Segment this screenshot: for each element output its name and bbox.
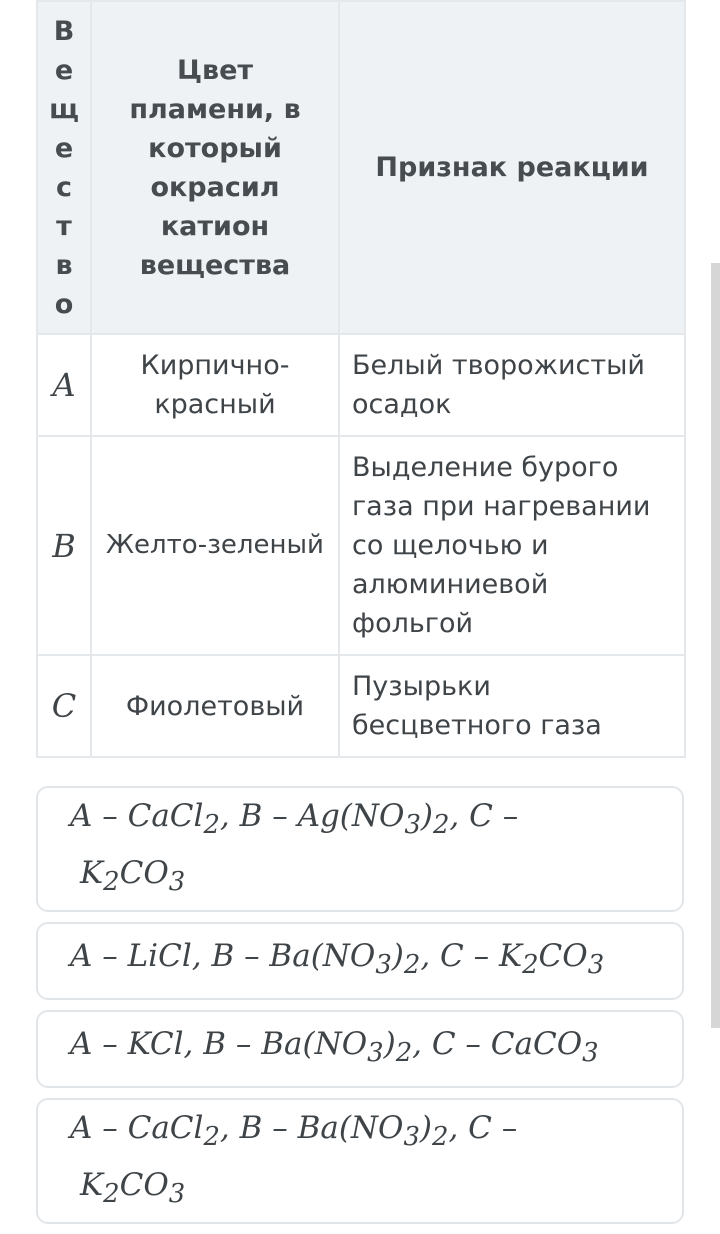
formula-subscript: 2 [395, 1038, 413, 1069]
row-flame-color: Фиолетовый [91, 655, 339, 757]
table-row [37, 436, 685, 655]
reaction-table [36, 0, 686, 758]
formula-subscript: 2 [103, 1179, 120, 1210]
formula-subscript: 3 [168, 1179, 186, 1210]
formula-subscript: 2 [203, 1122, 220, 1152]
formula-part: CO [119, 1167, 169, 1203]
row-flame-color: Желто-зеленый [91, 436, 339, 655]
header-flame-color [91, 1, 339, 334]
formula-subscript: 2 [203, 810, 220, 840]
formula-subscript: 2 [403, 950, 421, 981]
formula-subscript: 2 [103, 867, 120, 898]
formula-subscript: 2 [432, 1122, 449, 1152]
row-letter: C [37, 655, 91, 757]
formula-part: ) [420, 797, 433, 834]
table-header-row [37, 1, 685, 334]
answer-option-text [70, 1104, 517, 1218]
row-letter: B [37, 436, 91, 655]
formula-subscript: 3 [404, 810, 421, 840]
scrollbar[interactable] [711, 263, 720, 1028]
formula-part: , C – [448, 1109, 518, 1146]
row-reaction-sign: Пузырьки бесцветного газа [339, 655, 685, 757]
answer-options [36, 786, 684, 1234]
header-substance [37, 1, 91, 334]
formula-subscript: 3 [587, 950, 605, 981]
table-row [37, 334, 685, 436]
formula-subscript: 2 [432, 810, 450, 840]
header-substance-label: В е щ е с т в о [49, 15, 79, 320]
formula-part: A – CaCl [70, 797, 204, 834]
formula-part: , B – Ba(NO [219, 1109, 404, 1146]
formula-subscript: 2 [522, 950, 539, 981]
answer-option-text [70, 792, 518, 906]
formula-part: , C – K [420, 938, 523, 975]
formula-part: ) [391, 938, 404, 975]
formula-part: ) [419, 1109, 433, 1146]
answer-option-text [70, 1020, 599, 1077]
formula-subscript: 3 [375, 950, 392, 981]
answer-option-text [70, 932, 604, 989]
header-flame-color-label: Цвет пламени, в который окрасил катион вещества [129, 54, 301, 281]
formula-subscript: 3 [403, 1122, 420, 1152]
formula-part: CO [538, 938, 588, 975]
answer-option-1[interactable] [36, 786, 684, 912]
header-reaction-sign-label: Признак реакции [375, 152, 649, 183]
formula-part: , B – Ag(NO [219, 797, 405, 834]
row-reaction-sign: Белый творожистый осадок [339, 334, 685, 436]
formula-part: K [80, 855, 104, 891]
formula-part: CO [119, 855, 169, 891]
answer-option-3[interactable] [36, 1010, 684, 1088]
answer-option-2[interactable] [36, 922, 684, 1000]
row-letter: A [37, 334, 91, 436]
formula-subscript: 3 [367, 1038, 384, 1069]
formula-part: A – CaCl [70, 1109, 204, 1146]
formula-subscript: 3 [582, 1038, 599, 1069]
header-reaction-sign [339, 1, 685, 334]
formula-part: A – KCl, B – Ba(NO [70, 1026, 368, 1063]
row-flame-color: Кирпично-красный [91, 334, 339, 436]
formula-subscript: 3 [168, 867, 186, 898]
formula-part: , C – CaCO [412, 1026, 583, 1063]
row-reaction-sign: Выделение бурого газа при нагревании со щелочью и алюминиевой фольгой [339, 436, 685, 655]
table-row [37, 655, 685, 757]
formula-part: , C – [449, 797, 519, 834]
answer-option-4[interactable] [36, 1098, 684, 1224]
formula-part: A – LiCl, B – Ba(NO [70, 938, 376, 975]
formula-part: ) [383, 1026, 396, 1063]
formula-part: K [80, 1167, 104, 1203]
